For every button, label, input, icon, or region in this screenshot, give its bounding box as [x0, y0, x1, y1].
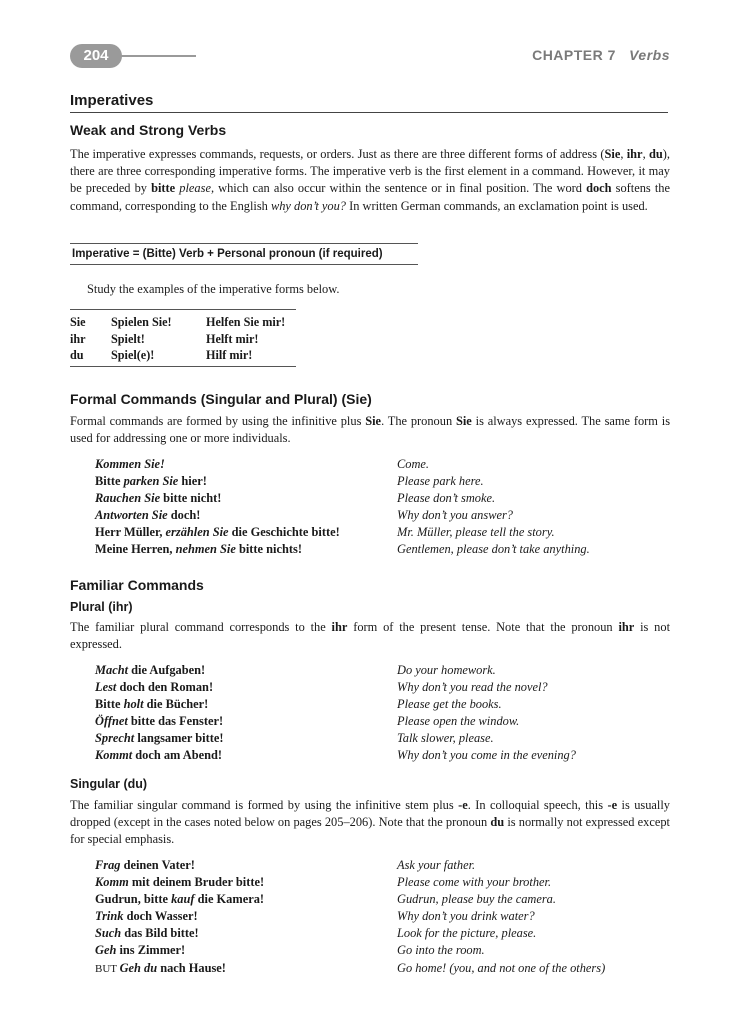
example-row — [95, 473, 675, 490]
table-row: ihr Spielt! Helft mir! — [70, 331, 259, 346]
page-number: 204 — [70, 44, 122, 68]
example-german: BUT Geh du nach Hause! — [95, 960, 226, 975]
plural-examples — [95, 662, 675, 765]
example-english: Please get the books. — [397, 697, 502, 712]
chapter-title: Verbs — [629, 47, 670, 63]
example-english: Why don’t you answer? — [397, 508, 513, 523]
chapter-label: CHAPTER 7 — [532, 47, 616, 63]
example-row — [95, 730, 675, 747]
example-english: Gentlemen, please don’t take anything. — [397, 542, 590, 557]
formal-examples — [95, 456, 675, 559]
example-english: Please don’t smoke. — [397, 491, 496, 506]
example-german: Lest doch den Roman! — [95, 680, 214, 695]
study-line: Study the examples of the imperative forms below. — [87, 282, 340, 296]
example-german: Trink doch Wasser! — [95, 909, 198, 924]
example-german: Gudrun, bitte kauf die Kamera! — [95, 892, 265, 907]
imperative-forms-table — [70, 309, 296, 367]
plural-heading: Plural (ihr) — [70, 600, 133, 614]
example-row — [95, 507, 675, 524]
example-row — [95, 747, 675, 764]
example-row — [95, 960, 675, 978]
example-row — [95, 696, 675, 713]
example-german: Rauchen Sie bitte nicht! — [95, 491, 222, 506]
example-english: Gudrun, please buy the camera. — [397, 892, 556, 907]
formal-heading: Formal Commands (Singular and Plural) (Sie) — [70, 391, 372, 407]
example-german: Bitte holt die Bücher! — [95, 697, 209, 712]
example-english: Please come with your brother. — [397, 875, 552, 890]
example-row — [95, 908, 675, 925]
example-english: Why don’t you drink water? — [397, 909, 535, 924]
example-german: Kommen Sie! — [95, 457, 165, 471]
example-german: Macht die Aufgaben! — [95, 663, 206, 677]
example-row — [95, 456, 675, 473]
example-german: Sprecht langsamer bitte! — [95, 731, 224, 746]
formal-paragraph: Formal commands are formed by using the infinitive plus Sie. The pronoun Sie is always expressed. The same form is used for addressing one or more individuals. — [70, 414, 671, 446]
example-row — [95, 490, 675, 507]
example-german: Meine Herren, nehmen Sie bitte nichts! — [95, 542, 302, 557]
weak-strong-heading: Weak and Strong Verbs — [70, 122, 227, 138]
familiar-heading: Familiar Commands — [70, 577, 204, 593]
example-english: Talk slower, please. — [397, 731, 494, 746]
example-english: Look for the picture, please. — [397, 926, 537, 941]
section-title: Imperatives — [70, 92, 668, 113]
example-row — [95, 925, 675, 942]
example-english: Do your homework. — [397, 663, 496, 677]
example-german: Frag deinen Vater! — [95, 858, 195, 872]
singular-heading: Singular (du) — [70, 777, 148, 791]
example-row — [95, 662, 675, 679]
example-german: Komm mit deinem Bruder bitte! — [95, 875, 265, 890]
example-german: Bitte parken Sie hier! — [95, 474, 207, 489]
example-english: Go into the room. — [397, 943, 485, 958]
example-english: Come. — [397, 457, 430, 471]
example-english: Why don’t you read the novel? — [397, 680, 548, 695]
table-row: Sie Spielen Sie! Helfen Sie mir! — [70, 315, 286, 329]
table-row: du Spiel(e)! Hilf mir! — [70, 348, 253, 362]
singular-examples — [95, 857, 675, 978]
example-row — [95, 524, 675, 541]
example-row — [95, 891, 675, 908]
weak-strong-paragraph: The imperative expresses commands, requests, or orders. Just as there are three different forms of address (Sie, ihr, du), there are three corresponding imperative forms. The imperative verb is the first element in a command. However, it may be preceded by bitte please, which can also occur within the sentence or in final position. The word doch softens the command, corresponding to the English why don’t you? In written German commands, an exclamation point is used. — [70, 147, 670, 213]
example-row — [95, 874, 675, 891]
example-row — [95, 541, 675, 558]
example-english: Ask your father. — [397, 858, 476, 872]
example-row — [95, 713, 675, 730]
example-german: Such das Bild bitte! — [95, 926, 199, 941]
example-german: Kommt doch am Abend! — [95, 748, 223, 763]
example-row — [95, 679, 675, 696]
example-english: Please park here. — [397, 474, 484, 489]
example-english: Why don’t you come in the evening? — [397, 748, 576, 763]
header-rule — [118, 55, 196, 57]
example-english: Go home! (you, and not one of the others) — [397, 960, 606, 975]
example-row — [95, 942, 675, 959]
plural-paragraph: The familiar plural command corresponds to the ihr form of the present tense. Note that the pronoun ihr is not expressed. — [70, 620, 671, 652]
chapter-heading — [532, 47, 670, 63]
example-english: Mr. Müller, please tell the story. — [397, 525, 555, 540]
singular-paragraph: The familiar singular command is formed by using the infinitive stem plus -e. In colloquial speech, this -e is usually dropped (except in the cases noted below on pages 205–206). Note that the pronoun du is normally not expressed except for special emphasis. — [70, 798, 670, 847]
example-german: Öffnet bitte das Fenster! — [95, 714, 224, 729]
example-german: Herr Müller, erzählen Sie die Geschichte bitte! — [95, 525, 340, 540]
example-row — [95, 857, 675, 874]
imperative-formula: Imperative = (Bitte) Verb + Personal pronoun (if required) — [70, 243, 418, 265]
example-german: Geh ins Zimmer! — [95, 943, 186, 958]
example-english: Please open the window. — [397, 714, 520, 729]
example-german: Antworten Sie doch! — [95, 508, 201, 523]
